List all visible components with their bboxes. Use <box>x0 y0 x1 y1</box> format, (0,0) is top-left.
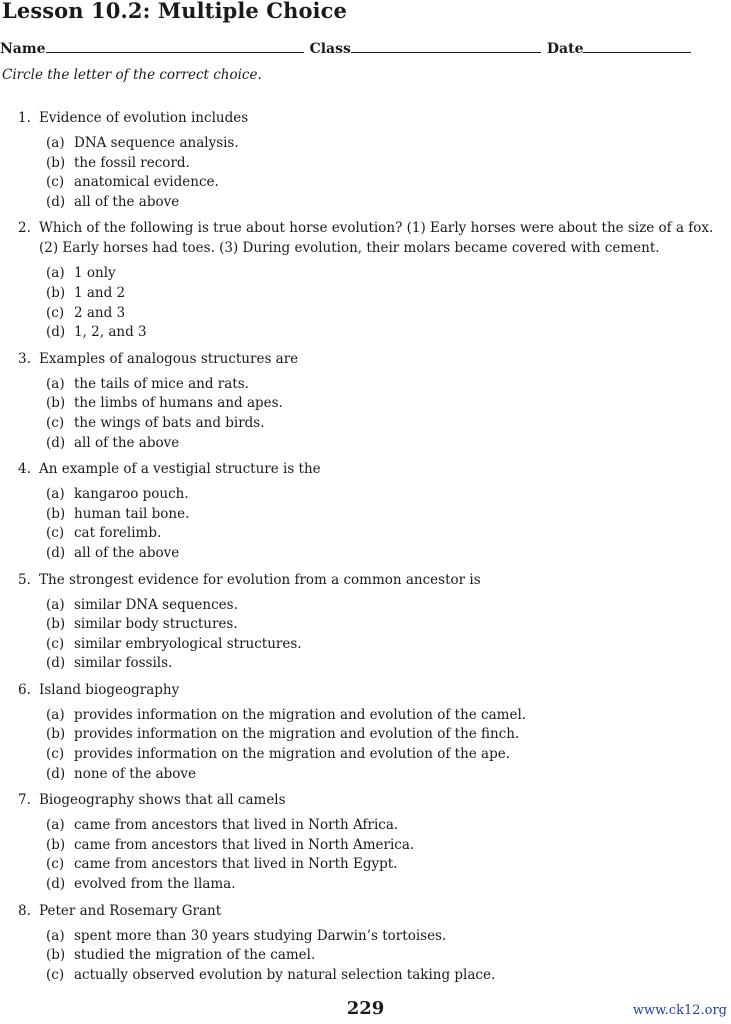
option-letter[interactable]: (d) <box>46 193 66 210</box>
option-letter[interactable]: (c) <box>46 174 65 191</box>
answer-options <box>0 816 731 894</box>
answer-option[interactable] <box>0 304 731 324</box>
option-letter[interactable]: (b) <box>46 836 66 853</box>
question-list <box>0 108 731 991</box>
name-blank <box>46 40 304 53</box>
answer-options <box>0 485 731 563</box>
question-7 <box>0 790 731 894</box>
question-stem <box>0 108 731 128</box>
option-text: actually observed evolution by natural selection taking place. <box>74 966 496 983</box>
option-letter[interactable]: (b) <box>46 505 66 522</box>
question-number: 5. <box>18 571 31 588</box>
answer-option[interactable] <box>0 875 731 895</box>
question-text: Evidence of evolution includes <box>39 110 249 126</box>
option-text: all of the above <box>74 544 180 561</box>
question-stem <box>0 570 731 590</box>
option-text: 1 only <box>74 265 116 282</box>
option-text: similar embryological structures. <box>74 635 302 652</box>
student-info-row <box>0 40 697 57</box>
answer-option[interactable] <box>0 414 731 434</box>
option-text: 1, 2, and 3 <box>74 324 147 341</box>
option-text: DNA sequence analysis. <box>74 135 239 151</box>
option-text: cat forelimb. <box>74 525 162 542</box>
option-text: similar DNA sequences. <box>74 596 238 613</box>
answer-option[interactable] <box>0 485 731 505</box>
option-text: studied the migration of the camel. <box>74 947 316 964</box>
question-stem <box>0 901 731 921</box>
answer-option[interactable] <box>0 855 731 875</box>
answer-option[interactable] <box>0 323 731 343</box>
question-number: 2. <box>18 220 31 237</box>
option-letter[interactable]: (a) <box>46 265 65 282</box>
option-text: similar fossils. <box>74 655 173 672</box>
date-blank <box>583 40 691 53</box>
question-number: 3. <box>18 350 31 367</box>
option-text: provides information on the migration and evolution of the camel. <box>74 706 527 723</box>
answer-option[interactable] <box>0 524 731 544</box>
option-text: the fossil record. <box>74 154 190 171</box>
answer-option[interactable] <box>0 765 731 785</box>
question-3 <box>0 349 731 453</box>
question-text: Island biogeography <box>39 681 180 698</box>
option-letter[interactable]: (b) <box>46 726 66 743</box>
answer-option[interactable] <box>0 966 731 986</box>
option-letter[interactable]: (a) <box>46 596 65 613</box>
answer-options <box>0 134 731 212</box>
option-letter[interactable]: (c) <box>46 635 65 652</box>
answer-options <box>0 927 731 986</box>
answer-option[interactable] <box>0 284 731 304</box>
option-letter[interactable]: (d) <box>46 765 66 782</box>
option-text: all of the above <box>74 193 180 210</box>
option-letter[interactable]: (a) <box>46 817 65 834</box>
option-letter[interactable]: (d) <box>46 876 66 893</box>
option-text: 2 and 3 <box>74 304 126 321</box>
answer-option[interactable] <box>0 505 731 525</box>
option-text: the wings of bats and birds. <box>74 414 265 431</box>
question-1 <box>0 108 731 212</box>
option-text: kangaroo pouch. <box>74 486 189 503</box>
question-number: 4. <box>18 461 31 478</box>
question-number: 6. <box>18 681 31 698</box>
answer-option[interactable] <box>0 134 731 154</box>
question-5 <box>0 570 731 674</box>
question-number: 8. <box>18 902 31 919</box>
question-number: 7. <box>18 792 31 809</box>
option-letter[interactable]: (c) <box>46 746 65 763</box>
answer-options <box>0 264 731 342</box>
answer-option[interactable] <box>0 596 731 616</box>
question-text: Which of the following is true about horse evolution? (1) Early horses were about the size of a fox. (2) Early horses had toes. (3) During evolution, their molars became covered with cement. <box>39 220 714 257</box>
option-text: anatomical evidence. <box>74 174 219 191</box>
question-stem <box>0 680 731 700</box>
option-text: came from ancestors that lived in North Egypt. <box>74 856 398 873</box>
option-letter[interactable]: (a) <box>46 375 65 392</box>
question-2 <box>0 218 731 342</box>
answer-option[interactable] <box>0 816 731 836</box>
question-stem <box>0 459 731 479</box>
answer-option[interactable] <box>0 434 731 454</box>
answer-option[interactable] <box>0 927 731 947</box>
answer-option[interactable] <box>0 946 731 966</box>
option-text: similar body structures. <box>74 616 238 633</box>
option-text: spent more than 30 years studying Darwin’s tortoises. <box>74 927 447 944</box>
question-6 <box>0 680 731 784</box>
option-letter[interactable]: (a) <box>46 706 65 723</box>
question-8 <box>0 901 731 986</box>
answer-option[interactable] <box>0 173 731 193</box>
option-letter[interactable]: (c) <box>46 414 65 431</box>
answer-option[interactable] <box>0 154 731 174</box>
option-text: 1 and 2 <box>74 284 126 301</box>
option-letter[interactable]: (b) <box>46 395 66 412</box>
answer-option[interactable] <box>0 193 731 213</box>
answer-option[interactable] <box>0 745 731 765</box>
option-text: the tails of mice and rats. <box>74 375 249 392</box>
option-text: all of the above <box>74 434 180 451</box>
question-number: 1. <box>18 110 31 126</box>
answer-option[interactable] <box>0 635 731 655</box>
date-label: Date <box>546 41 584 57</box>
answer-options <box>0 706 731 784</box>
option-text: came from ancestors that lived in North Africa. <box>74 817 399 834</box>
site-link[interactable]: www.ck12.org <box>632 1003 727 1018</box>
question-stem <box>0 218 731 258</box>
answer-options <box>0 596 731 674</box>
option-letter[interactable]: (b) <box>46 947 66 964</box>
question-text: Biogeography shows that all camels <box>39 792 286 809</box>
option-letter[interactable]: (c) <box>46 525 65 542</box>
option-letter[interactable]: (d) <box>46 544 66 561</box>
option-text: provides information on the migration and evolution of the finch. <box>74 726 520 743</box>
option-letter[interactable]: (d) <box>46 324 66 341</box>
option-text: came from ancestors that lived in North America. <box>74 836 415 853</box>
question-stem <box>0 349 731 369</box>
instructions: Circle the letter of the correct choice. <box>2 67 262 83</box>
answer-option[interactable] <box>0 394 731 414</box>
answer-option[interactable] <box>0 264 731 284</box>
option-letter[interactable]: (a) <box>46 927 65 944</box>
question-stem <box>0 790 731 810</box>
option-letter[interactable]: (d) <box>46 434 66 451</box>
question-text: Examples of analogous structures are <box>39 350 299 367</box>
answer-option[interactable] <box>0 544 731 564</box>
option-text: provides information on the migration and evolution of the ape. <box>74 746 511 763</box>
page-number: 229 <box>346 998 385 1019</box>
answer-option[interactable] <box>0 375 731 395</box>
option-letter[interactable]: (b) <box>46 284 66 301</box>
option-text: human tail bone. <box>74 505 190 522</box>
class-blank <box>351 40 541 53</box>
question-text: The strongest evidence for evolution from a common ancestor is <box>39 571 481 588</box>
option-letter[interactable]: (a) <box>46 486 65 503</box>
answer-option[interactable] <box>0 725 731 745</box>
option-letter[interactable]: (c) <box>46 966 65 983</box>
answer-options <box>0 375 731 453</box>
answer-option[interactable] <box>0 615 731 635</box>
answer-option[interactable] <box>0 654 731 674</box>
option-text: evolved from the llama. <box>74 876 236 893</box>
answer-option[interactable] <box>0 836 731 856</box>
question-text: An example of a vestigial structure is the <box>39 461 321 478</box>
class-label: Class <box>309 41 351 57</box>
answer-option[interactable] <box>0 706 731 726</box>
question-4 <box>0 459 731 563</box>
option-letter[interactable]: (b) <box>46 154 66 171</box>
name-label: Name <box>0 41 46 57</box>
option-text: none of the above <box>74 765 197 782</box>
option-letter[interactable]: (d) <box>46 655 66 672</box>
option-letter[interactable]: (b) <box>46 616 66 633</box>
option-text: the limbs of humans and apes. <box>74 395 283 412</box>
option-letter[interactable]: (a) <box>46 135 65 151</box>
option-letter[interactable]: (c) <box>46 856 65 873</box>
page-title: Lesson 10.2: Multiple Choice <box>2 0 347 23</box>
option-letter[interactable]: (c) <box>46 304 65 321</box>
question-text: Peter and Rosemary Grant <box>39 902 222 919</box>
